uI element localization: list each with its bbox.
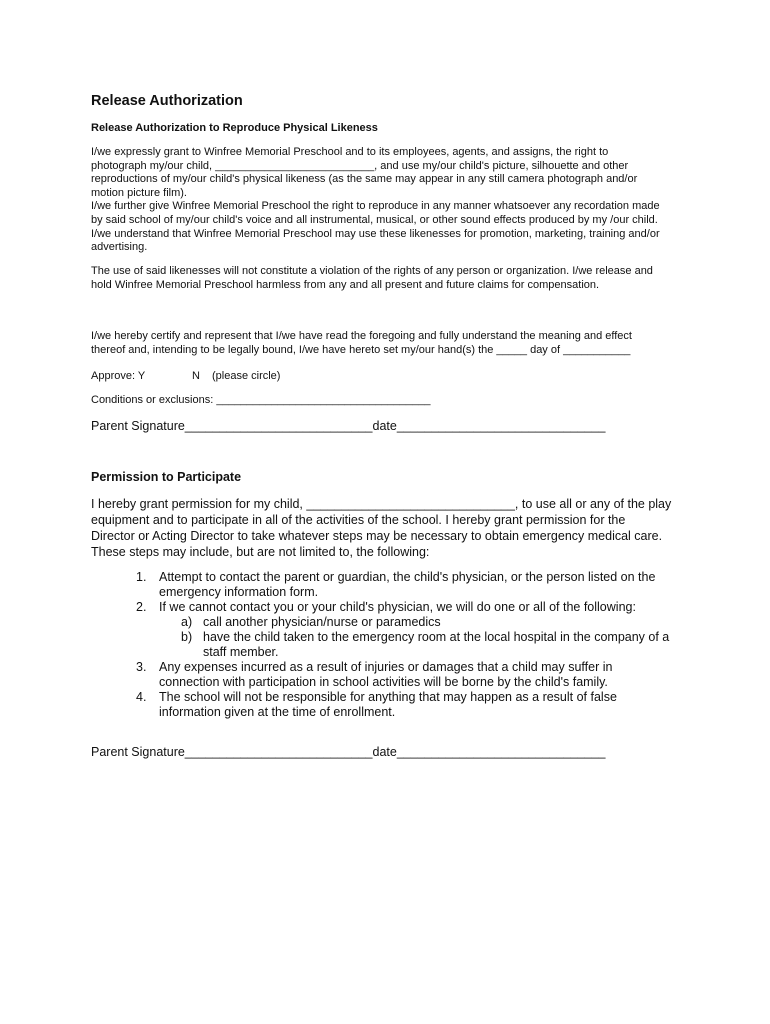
list-item — [91, 660, 711, 675]
sub-list-text: staff member. — [203, 645, 279, 659]
steps-list — [91, 570, 711, 720]
sub-list-text: call another physician/nurse or paramedics — [203, 615, 441, 629]
sub-list-item — [91, 630, 711, 645]
release-paragraph-1 — [91, 146, 691, 255]
list-text: If we cannot contact you or your child's physician, we will do one or all of the following: — [159, 600, 636, 614]
list-item-continued — [91, 675, 711, 690]
permission-paragraph — [91, 496, 671, 560]
sub-list-label: a) — [181, 615, 193, 629]
list-number: 2. — [136, 600, 147, 614]
text-line: I/we expressly grant to Winfree Memorial Preschool and to its employees, agents, and assigns, the right to — [91, 146, 609, 158]
sub-list-item-continued — [91, 645, 711, 660]
list-text: The school will not be responsible for anything that may happen as a result of false — [159, 690, 617, 704]
approve-no-option[interactable]: N — [192, 370, 200, 382]
list-item — [91, 570, 711, 585]
approve-note: (please circle) — [212, 370, 281, 382]
certify-paragraph — [91, 330, 691, 357]
list-item-continued — [91, 585, 711, 600]
list-number: 4. — [136, 690, 147, 704]
list-text: emergency information form. — [159, 585, 319, 599]
sub-list-label: b) — [181, 630, 193, 644]
text-line: motion picture film). — [91, 186, 187, 199]
text-line: Director or Acting Director to take whatever steps may be necessary to obtain emergency medical care. — [91, 529, 663, 543]
text-line: The use of said likenesses will not constitute a violation of the rights of any person or organization. I/we release and — [91, 265, 653, 277]
page-title: Release Authorization — [91, 93, 243, 109]
text-line: by said school of my/our child's voice and all instrumental, musical, or other sound effects produced by my /our child. — [91, 213, 658, 226]
text-line: I/we further give Winfree Memorial Preschool the right to reproduce in any manner whatsoever any recordation made — [91, 200, 660, 213]
approve-line — [91, 370, 281, 382]
approve-yes-option[interactable]: Approve: Y — [91, 370, 146, 382]
sub-list-item — [91, 615, 711, 630]
text-line: hold Winfree Memorial Preschool harmless from any and all present and future claims for compensation. — [91, 278, 600, 291]
sub-list-text: have the child taken to the emergency room at the local hospital in the company of a — [203, 630, 670, 644]
list-text: Any expenses incurred as a result of injuries or damages that a child may suffer in — [159, 660, 613, 674]
text-line: thereof and, intending to be legally bound, I/we have hereto set my/our hand(s) the _____ day of ___________ — [91, 343, 631, 356]
permission-title: Permission to Participate — [91, 470, 242, 484]
list-item — [91, 690, 711, 705]
list-text: Attempt to contact the parent or guardian, the child's physician, or the person listed on the — [159, 570, 656, 584]
conditions-field[interactable]: Conditions or exclusions: ___________________________________ — [91, 394, 431, 406]
section-subtitle: Release Authorization to Reproduce Physical Likeness — [91, 122, 378, 134]
text-line: These steps may include, but are not limited to, the following: — [91, 545, 430, 559]
list-number: 1. — [136, 570, 147, 584]
text-line: I/we hereby certify and represent that I/we have read the foregoing and fully understand the meaning and effect — [91, 330, 632, 342]
list-number: 3. — [136, 660, 147, 674]
list-item-continued — [91, 705, 711, 720]
text-line: reproductions of my/our child's physical likeness (as the same may appear in any still camera photograph and/or — [91, 173, 638, 186]
list-text: information given at the time of enrollment. — [159, 705, 396, 719]
text-line: photograph my/our child, __________________________, and use my/our child's picture, silhouette and other — [91, 159, 629, 172]
list-text: connection with participation in school activities will be borne by the child's family. — [159, 675, 608, 689]
text-line: I hereby grant permission for my child, ______________________________, to use all or any of the play — [91, 497, 672, 511]
release-paragraph-2 — [91, 265, 691, 292]
list-item — [91, 600, 711, 615]
text-line: advertising. — [91, 241, 148, 254]
text-line: equipment and to participate in all of the activities of the school. I hereby grant permission for the — [91, 513, 626, 527]
text-line: I/we understand that Winfree Memorial Preschool may use these likenesses for promotion, marketing, training and/or — [91, 227, 660, 240]
permission-signature-line[interactable]: Parent Signature___________________________date______________________________ — [91, 745, 606, 759]
release-signature-line[interactable]: Parent Signature___________________________date______________________________ — [91, 419, 606, 433]
